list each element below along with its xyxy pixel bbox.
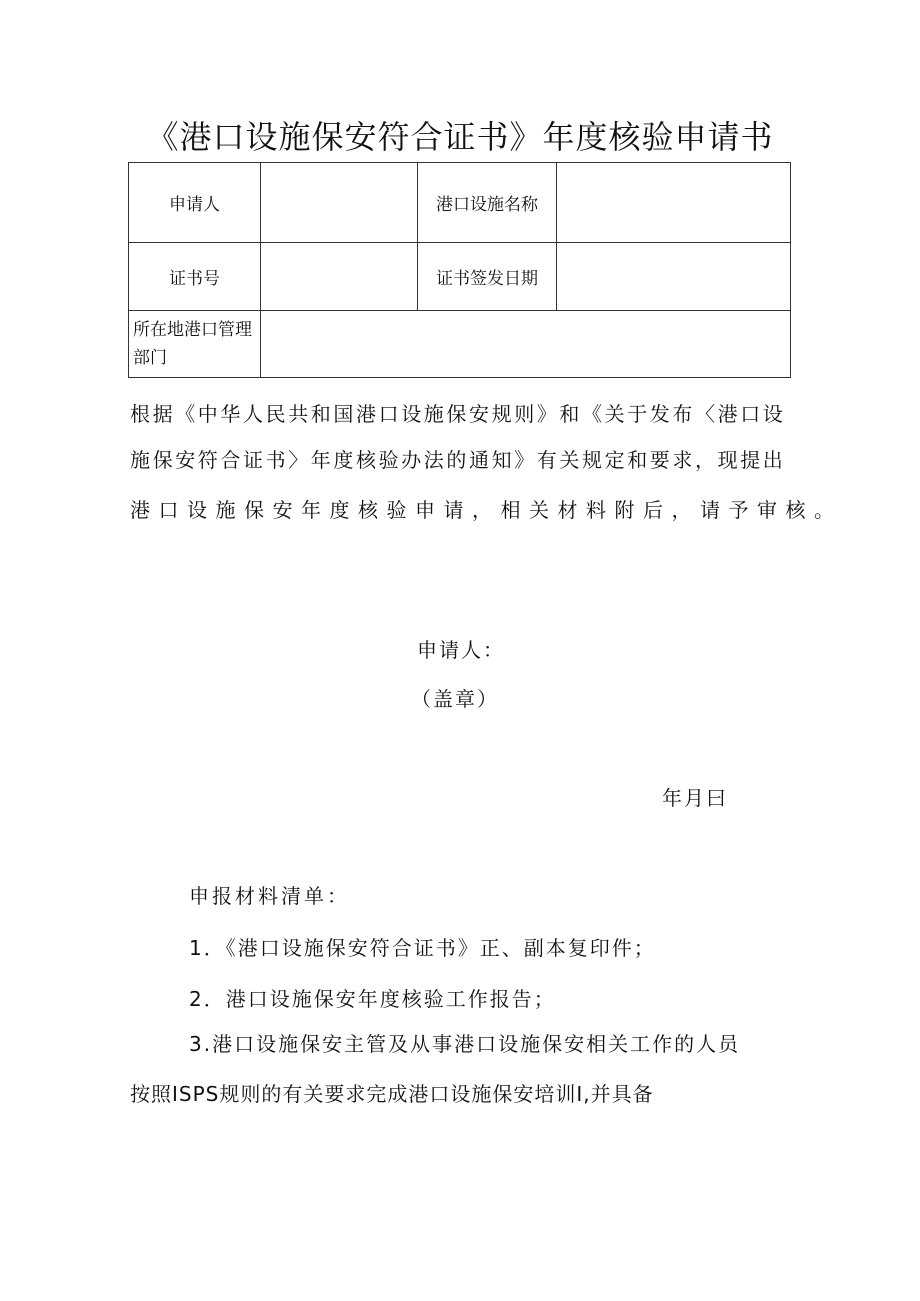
issue-date-field[interactable] [557, 243, 791, 311]
authority-field[interactable] [261, 311, 791, 378]
body-paragraph-line-2: 施保安符合证书〉年度核验办法的通知》有关规定和要求，现提出 [130, 448, 786, 472]
facility-name-field[interactable] [557, 163, 791, 243]
application-form-table [128, 162, 791, 378]
body-paragraph-line-3: 港口设施保安年度核验申请，相关材料附后，请予审核。 [130, 498, 843, 522]
body-paragraph-line-1: 根据《中华人民共和国港口设施保安规则》和《关于发布〈港口设 [130, 402, 786, 426]
certificate-no-label: 证书号 [129, 243, 261, 311]
certificate-no-field[interactable] [261, 243, 418, 311]
applicant-label: 申请人 [129, 163, 261, 243]
authority-label: 所在地港口管理部门 [129, 311, 261, 378]
issue-date-label: 证书签发日期 [418, 243, 557, 311]
materials-item-3-line-1: 3.港口设施保安主管及从事港口设施保安相关工作的人员 [189, 1032, 741, 1056]
materials-item-2: 2．港口设施保安年度核验工作报告； [189, 987, 556, 1011]
signature-date: 年月曰 [662, 786, 728, 810]
facility-name-label: 港口设施名称 [418, 163, 557, 243]
signature-applicant: 申请人： [417, 638, 505, 662]
signature-seal: （盖章） [411, 687, 499, 711]
document-title: 《港口设施保安符合证书》年度核验申请书 [146, 118, 774, 156]
materials-item-3-line-2: 按照ISPS规则的有关要求完成港口设施保安培训I,并具备 [130, 1082, 654, 1106]
applicant-field[interactable] [261, 163, 418, 243]
materials-item-1: 1．《港口设施保安符合证书》正、副本复印件； [189, 936, 656, 960]
materials-heading: 申报材料清单： [189, 884, 350, 908]
